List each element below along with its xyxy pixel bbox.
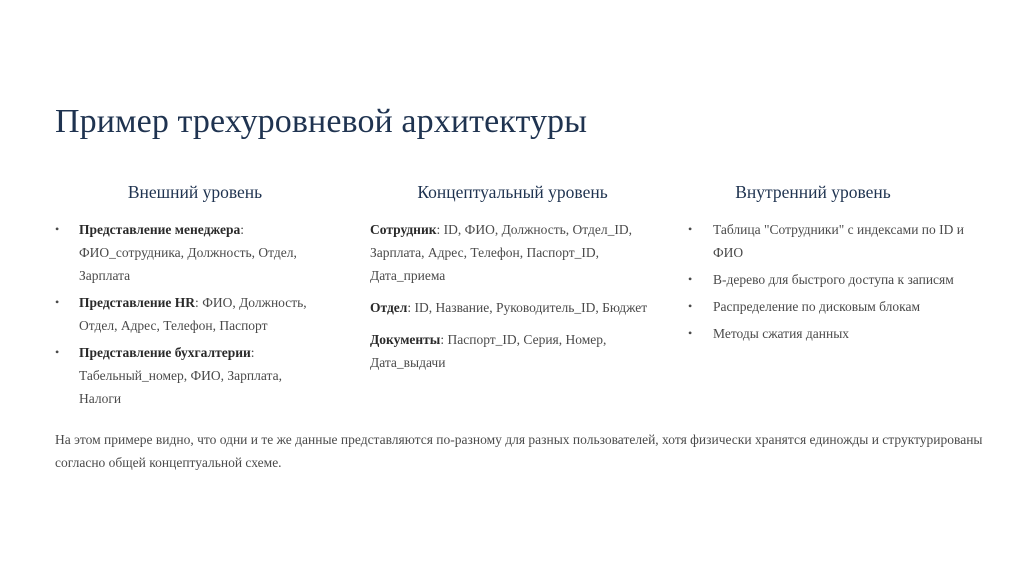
list-item <box>688 322 988 345</box>
bullet-icon: • <box>688 272 693 286</box>
list-item <box>688 268 988 291</box>
list-item <box>688 218 988 264</box>
internal-level-column <box>688 180 988 349</box>
external-level-heading: Внешний уровень <box>127 182 263 202</box>
bullet-icon: • <box>55 295 60 309</box>
bullet-icon: • <box>688 299 693 313</box>
list-item <box>688 295 988 318</box>
item-label: Представление менеджера <box>79 222 241 237</box>
item-label: Представление бухгалтерии <box>79 345 251 360</box>
entity-paragraph: Сотрудник: ID, ФИО, Должность, Отдел_ID, Зарплата, Адрес, Телефон, Паспорт_ID, Дата_приема <box>370 222 632 283</box>
bullet-icon: • <box>55 345 60 359</box>
item-text: Табельный_номер, ФИО, Зарплата, Налоги <box>79 368 282 406</box>
entity-paragraph: Документы: Паспорт_ID, Серия, Номер, Дата_выдачи <box>370 332 607 370</box>
summary-note: На этом примере видно, что одни и те же данные представляются по-разному для разных пользователей, хотя физически хранятся единожды и структурированы согласно общей концептуальной схеме. <box>55 432 983 470</box>
item-text: B-дерево для быстрого доступа к записям <box>713 272 954 287</box>
conceptual-level-heading: Концептуальный уровень <box>417 182 608 202</box>
item-text: Методы сжатия данных <box>713 326 850 341</box>
bullet-icon: • <box>688 222 693 236</box>
conceptual-level-column <box>370 180 660 383</box>
item-label: Представление HR <box>79 295 196 310</box>
external-level-column <box>55 180 325 414</box>
external-level-list <box>55 218 325 410</box>
item-text: ФИО_сотрудника, Должность, Отдел, Зарплата <box>79 245 297 283</box>
list-item: • Представление менеджера: ФИО_сотрудника, Должность, Отдел, Зарплата <box>55 218 325 287</box>
item-text: Распределение по дисковым блокам <box>713 299 921 314</box>
slide-title: Пример трехуровневой архитектуры <box>55 103 588 140</box>
list-item: • Представление HR: ФИО, Должность, Отдел, Адрес, Телефон, Паспорт <box>55 291 325 337</box>
entity-label: Отдел <box>370 300 408 315</box>
internal-level-list <box>688 218 988 345</box>
bullet-icon: • <box>688 326 693 340</box>
entity-text: ID, ФИО, Должность, Отдел_ID, Зарплата, Адрес, Телефон, Паспорт_ID, Дата_приема <box>370 222 632 283</box>
entity-text: Паспорт_ID, Серия, Номер, Дата_выдачи <box>370 332 607 370</box>
bullet-icon: • <box>55 222 60 236</box>
item-text: Таблица "Сотрудники" с индексами по ID и ФИО <box>713 222 964 260</box>
entity-text: ID, Название, Руководитель_ID, Бюджет <box>414 300 648 315</box>
entity-paragraph: Отдел: ID, Название, Руководитель_ID, Бюджет <box>370 300 648 315</box>
item-text: ФИО, Должность, Отдел, Адрес, Телефон, Паспорт <box>79 295 307 333</box>
entity-label: Документы <box>370 332 441 347</box>
entity-label: Сотрудник <box>370 222 437 237</box>
internal-level-heading: Внутренний уровень <box>735 182 891 202</box>
list-item: • Представление бухгалтерии: Табельный_номер, ФИО, Зарплата, Налоги <box>55 341 325 410</box>
